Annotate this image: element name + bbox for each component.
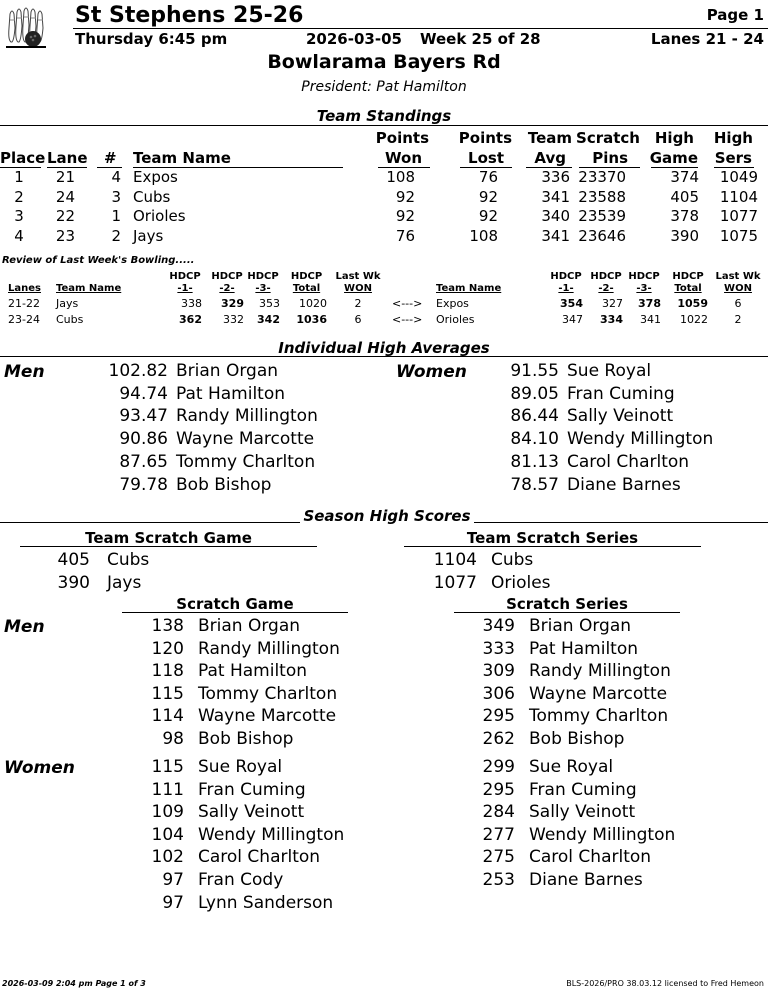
men-game-name: Bob Bishop xyxy=(198,729,294,749)
hdr-hs: Sers xyxy=(714,149,752,167)
cell-pins: 23539 xyxy=(578,207,626,225)
women-series-score: 284 xyxy=(482,802,515,823)
standings-title: Team Standings xyxy=(316,107,452,125)
lanes-label: Lanes 21 - 24 xyxy=(650,30,764,48)
review-won: 6 xyxy=(354,313,362,326)
bowling-pins-logo-icon xyxy=(6,6,46,48)
women-game-score: 115 xyxy=(151,757,184,777)
team-game-name: Jays xyxy=(107,572,142,593)
men-game-score: 115 xyxy=(151,683,184,704)
review-opp-score: 334 xyxy=(600,313,623,326)
men-game-name: Randy Millington xyxy=(198,638,340,659)
women-average: 81.13 xyxy=(510,451,559,472)
underline xyxy=(404,546,701,547)
cell-won: 76 xyxy=(395,226,415,245)
men-series-score: 333 xyxy=(482,638,515,659)
women-average: 89.05 xyxy=(510,383,559,404)
team-series-score: 1104 xyxy=(433,550,477,570)
cell-avg: 341 xyxy=(541,226,570,245)
review-won: 2 xyxy=(354,297,362,310)
review-total: 1036 xyxy=(296,313,327,326)
women-average-name: Fran Cuming xyxy=(567,383,675,404)
women-series-name: Sue Royal xyxy=(529,757,614,777)
season-women-label: Women xyxy=(4,758,75,778)
cell-num: 2 xyxy=(111,226,121,245)
men-average: 93.47 xyxy=(119,406,168,427)
review-score: 332 xyxy=(223,313,244,326)
hdr-hg-top: High xyxy=(654,129,694,147)
page-label: Page 1 xyxy=(706,6,764,24)
team-game-title: Team Scratch Game xyxy=(85,529,252,547)
review-opp-score: 378 xyxy=(638,297,661,310)
header-rule xyxy=(73,28,768,29)
review-opp-total: 1059 xyxy=(677,297,708,310)
cell-lost: 92 xyxy=(478,187,498,206)
cell-hg: 374 xyxy=(670,168,699,186)
women-game-name: Carol Charlton xyxy=(198,847,321,868)
men-game-score: 98 xyxy=(162,729,184,749)
review-opp-total: 1022 xyxy=(680,313,708,326)
scratch-series-title: Scratch Series xyxy=(506,595,628,613)
hdr-points-won-top: Points xyxy=(375,129,429,147)
cell-team: Expos xyxy=(133,168,178,186)
review-hdr-hdcp: HDCP xyxy=(672,271,704,282)
review-score: 329 xyxy=(221,297,244,310)
review-hdr-team: Team Name xyxy=(436,283,502,294)
men-series-score: 309 xyxy=(482,661,515,682)
cell-pins: 23370 xyxy=(578,168,626,186)
men-average-name: Pat Hamilton xyxy=(176,383,286,404)
review-opp-score: 341 xyxy=(640,313,661,326)
men-average-name: Brian Organ xyxy=(176,361,279,381)
review-hdr-g2: -2- xyxy=(598,283,614,294)
cell-hs: 1077 xyxy=(719,207,758,225)
team-series-title: Team Scratch Series xyxy=(466,529,639,547)
cell-team: Orioles xyxy=(133,207,186,225)
men-series-score: 295 xyxy=(482,706,515,727)
averages-title: Individual High Averages xyxy=(278,339,490,357)
men-average: 102.82 xyxy=(108,361,168,381)
report-date: 2026-03-05 xyxy=(306,30,402,48)
footer-print-info: 2026-03-09 2:04 pm Page 1 of 3 xyxy=(2,979,146,988)
cell-place: 4 xyxy=(14,226,24,245)
women-game-name: Wendy Millington xyxy=(198,824,345,845)
cell-won: 108 xyxy=(386,168,415,186)
averages-men-label: Men xyxy=(4,362,45,382)
women-average-name: Diane Barnes xyxy=(567,474,681,495)
men-average: 79.78 xyxy=(119,474,168,495)
women-game-score: 97 xyxy=(162,870,184,890)
cell-place: 3 xyxy=(14,207,24,225)
league-name: St Stephens 25-26 xyxy=(75,3,304,28)
women-game-score: 109 xyxy=(151,802,184,823)
women-game-name: Lynn Sanderson xyxy=(198,892,334,913)
standings-rule xyxy=(0,125,768,126)
men-series-name: Brian Organ xyxy=(529,616,632,636)
review-title: Review of Last Week's Bowling..... xyxy=(2,255,195,266)
review-hdr-hdcp: HDCP xyxy=(169,271,201,282)
women-game-score: 104 xyxy=(151,824,184,845)
review-score: 342 xyxy=(257,313,280,326)
cell-won: 92 xyxy=(395,207,415,225)
cell-hs: 1049 xyxy=(719,168,758,186)
team-series-name: Orioles xyxy=(491,572,551,593)
hdr-pins-top: Scratch xyxy=(576,129,640,147)
men-series-score: 306 xyxy=(482,683,515,704)
women-game-name: Sue Royal xyxy=(198,757,283,777)
women-game-name: Fran Cuming xyxy=(198,779,306,800)
review-hdr-g1: -1- xyxy=(558,283,574,294)
day-time: Thursday 6:45 pm xyxy=(75,30,228,48)
men-game-score: 120 xyxy=(151,638,184,659)
women-game-name: Fran Cody xyxy=(198,870,284,890)
review-hdr-lastwk: Last Wk xyxy=(715,271,761,282)
women-series-name: Sally Veinott xyxy=(529,802,636,823)
men-series-name: Randy Millington xyxy=(529,661,671,682)
review-total: 1020 xyxy=(299,297,327,310)
footer-license: BLS-2026/PRO 38.03.12 licensed to Fred Hemeon xyxy=(566,979,764,988)
review-hdr-total: Total xyxy=(292,283,321,294)
review-hdr-total: Total xyxy=(674,283,702,294)
review-team: Cubs xyxy=(56,313,84,326)
men-series-name: Bob Bishop xyxy=(529,729,625,749)
women-series-score: 295 xyxy=(482,779,515,800)
review-vs-arrow: <---> xyxy=(392,313,423,326)
team-game-score: 390 xyxy=(57,572,90,593)
review-score: 353 xyxy=(259,297,280,310)
averages-rule xyxy=(0,356,768,357)
cell-avg: 336 xyxy=(541,168,570,186)
review-hdr-won: WON xyxy=(344,283,372,294)
men-series-name: Wayne Marcotte xyxy=(529,683,668,704)
men-game-name: Pat Hamilton xyxy=(198,661,308,682)
team-game-score: 405 xyxy=(57,550,90,570)
women-series-score: 275 xyxy=(482,847,515,868)
season-title: Season High Scores xyxy=(300,507,474,525)
women-series-score: 299 xyxy=(482,757,515,777)
averages-women-label: Women xyxy=(396,362,467,382)
women-series-name: Wendy Millington xyxy=(529,824,676,845)
review-hdr-g3: -3- xyxy=(255,283,271,294)
hdr-points-won: Won xyxy=(385,149,422,167)
cell-num: 1 xyxy=(111,207,121,225)
review-hdr-won: WON xyxy=(724,283,752,294)
hdr-pins: Pins xyxy=(592,149,628,167)
women-game-score: 97 xyxy=(162,892,184,913)
review-hdr-g3: -3- xyxy=(636,283,652,294)
hdr-avg-top: Team xyxy=(527,129,572,147)
men-game-name: Brian Organ xyxy=(198,616,301,636)
cell-team: Jays xyxy=(133,226,164,245)
women-average: 84.10 xyxy=(510,429,559,450)
women-game-name: Sally Veinott xyxy=(198,802,305,823)
men-game-name: Tommy Charlton xyxy=(198,683,338,704)
review-score: 338 xyxy=(181,297,202,310)
review-vs-arrow: <---> xyxy=(392,297,423,310)
hdr-place: Place xyxy=(0,149,46,167)
women-series-score: 277 xyxy=(482,824,515,845)
women-average: 91.55 xyxy=(510,361,559,381)
hdr-lane: Lane xyxy=(47,149,88,167)
women-average: 78.57 xyxy=(510,474,559,495)
review-hdr-g2: -2- xyxy=(219,283,235,294)
cell-num: 4 xyxy=(111,168,121,186)
review-opp-won: 6 xyxy=(734,297,742,310)
review-lanes: 23-24 xyxy=(8,313,40,326)
cell-hg: 378 xyxy=(670,207,699,225)
cell-num: 3 xyxy=(111,187,121,206)
women-series-score: 253 xyxy=(482,870,515,890)
women-game-score: 102 xyxy=(151,847,184,868)
underline xyxy=(20,546,317,547)
women-series-name: Fran Cuming xyxy=(529,779,637,800)
men-game-score: 138 xyxy=(151,616,184,636)
review-opp-score: 327 xyxy=(602,297,623,310)
hdr-avg: Avg xyxy=(534,149,566,167)
cell-team: Cubs xyxy=(133,187,171,206)
men-game-name: Wayne Marcotte xyxy=(198,706,337,727)
cell-lost: 108 xyxy=(469,226,498,245)
men-series-score: 349 xyxy=(482,616,515,636)
women-average-name: Sue Royal xyxy=(567,361,652,381)
review-hdr-lastwk: Last Wk xyxy=(335,271,381,282)
review-hdr-team: Team Name xyxy=(56,283,122,294)
men-average-name: Randy Millington xyxy=(176,406,318,427)
men-average: 90.86 xyxy=(119,429,168,450)
hdr-points-lost: Lost xyxy=(468,149,504,167)
cell-lost: 92 xyxy=(478,207,498,225)
cell-won: 92 xyxy=(395,187,415,206)
women-series-name: Diane Barnes xyxy=(529,870,643,890)
review-hdr-hdcp: HDCP xyxy=(211,271,243,282)
cell-hg: 390 xyxy=(670,226,699,245)
cell-avg: 341 xyxy=(541,187,570,206)
review-opp-team: Orioles xyxy=(436,313,475,326)
women-average-name: Wendy Millington xyxy=(567,429,714,450)
cell-pins: 23646 xyxy=(578,226,626,245)
team-series-name: Cubs xyxy=(491,550,534,570)
men-average: 94.74 xyxy=(119,383,168,404)
cell-hg: 405 xyxy=(670,187,699,206)
cell-place: 1 xyxy=(14,168,24,186)
review-opp-score: 354 xyxy=(560,297,583,310)
cell-hs: 1075 xyxy=(719,226,758,245)
men-game-score: 118 xyxy=(151,661,184,682)
team-game-name: Cubs xyxy=(107,550,150,570)
hdr-num: # xyxy=(104,149,117,167)
women-average-name: Carol Charlton xyxy=(567,451,690,472)
review-opp-won: 2 xyxy=(734,313,742,326)
review-opp-team: Expos xyxy=(436,297,469,310)
season-men-label: Men xyxy=(4,617,45,637)
men-average-name: Wayne Marcotte xyxy=(176,429,315,450)
review-team: Jays xyxy=(56,297,79,310)
review-hdr-hdcp: HDCP xyxy=(628,271,660,282)
hdr-points-lost-top: Points xyxy=(458,129,512,147)
cell-lost: 76 xyxy=(478,168,498,186)
review-hdr-lanes: Lanes xyxy=(8,283,41,294)
review-opp-score: 347 xyxy=(562,313,583,326)
cell-avg: 340 xyxy=(541,207,570,225)
review-score: 362 xyxy=(179,313,202,326)
men-average: 87.65 xyxy=(119,451,168,472)
president: President: Pat Hamilton xyxy=(301,79,467,95)
team-series-score: 1077 xyxy=(433,572,477,593)
underline xyxy=(122,612,348,613)
women-average: 86.44 xyxy=(510,406,559,427)
women-game-score: 111 xyxy=(151,779,184,800)
men-average-name: Tommy Charlton xyxy=(176,451,316,472)
women-series-name: Carol Charlton xyxy=(529,847,652,868)
men-series-name: Pat Hamilton xyxy=(529,638,639,659)
review-hdr-hdcp: HDCP xyxy=(290,271,323,282)
men-series-name: Tommy Charlton xyxy=(529,706,669,727)
cell-lane: 21 xyxy=(55,168,75,186)
review-hdr-hdcp: HDCP xyxy=(550,271,582,282)
center-name: Bowlarama Bayers Rd xyxy=(267,51,501,73)
review-hdr-g1: -1- xyxy=(177,283,193,294)
hdr-team-name: Team Name xyxy=(133,149,231,167)
review-lanes: 21-22 xyxy=(8,297,40,310)
cell-lane: 23 xyxy=(55,226,75,245)
men-series-score: 262 xyxy=(482,729,515,749)
week-label: Week 25 of 28 xyxy=(420,30,541,48)
hdr-hg: Game xyxy=(649,149,698,167)
cell-lane: 24 xyxy=(55,187,75,206)
scratch-game-title: Scratch Game xyxy=(176,595,294,613)
men-average-name: Bob Bishop xyxy=(176,474,272,495)
review-hdr-hdcp: HDCP xyxy=(590,271,622,282)
men-game-score: 114 xyxy=(151,706,184,727)
review-hdr-hdcp: HDCP xyxy=(247,271,279,282)
underline xyxy=(454,612,680,613)
cell-pins: 23588 xyxy=(578,187,626,206)
cell-lane: 22 xyxy=(55,207,75,225)
hdr-hs-top: High xyxy=(713,129,753,147)
women-average-name: Sally Veinott xyxy=(567,406,674,427)
cell-place: 2 xyxy=(14,187,24,206)
cell-hs: 1104 xyxy=(719,187,758,206)
